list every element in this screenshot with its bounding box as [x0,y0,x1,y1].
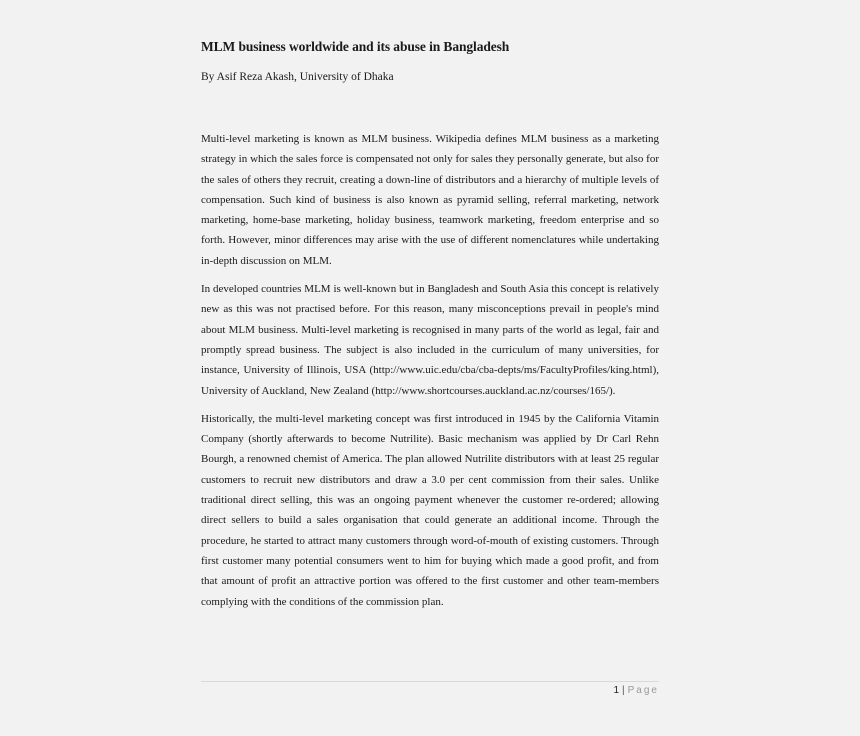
page-number: 1 [613,685,620,696]
document-title: MLM business worldwide and its abuse in Bangladesh [201,39,510,54]
document-byline: By Asif Reza Akash, University of Dhaka [201,71,394,83]
page-footer [201,681,659,698]
paragraph-1: Multi-level marketing is known as MLM business. Wikipedia defines MLM business as a marketing strategy in which the sales force is compensated not only for sales they personally generate, but also for the sales of others they recruit, creating a down-line of distributors and a hierarchy of multiple levels of compensation. Such kind of business is also known as pyramid selling, referral marketing, network marketing, home-base marketing, holiday business, teamwork marketing, freedom enterprise and so forth. However, minor differences may arise with the use of different nomenclatures while undertaking in-depth discussion on MLM. [201,133,659,267]
paragraph-3: Historically, the multi-level marketing concept was first introduced in 1945 by the California Vitamin Company (shortly afterwards to become Nutrilite). Basic mechanism was applied by Dr Carl Rehn Bourgh, a renowned chemist of America. The plan allowed Nutrilite distributors with at least 25 regular customers to recruit new distributors and draw a 3.0 per cent commission from their sales. Unlike traditional direct selling, this was an ongoing payment whenever the customer re-ordered; allowing direct sellers to build a sales organisation that could generate an additional income. Through the procedure, he started to attract many customers through word-of-mouth of existing customers. Through first customer many potential consumers went to him for buying which made a good profit, and from that amount of profit an attractive portion was offered to the first customer and other team-members complying with the conditions of the commission plan. [201,412,659,608]
paragraph-2: In developed countries MLM is well-known but in Bangladesh and South Asia this concept is relatively new as this was not practised before. For this reason, many misconceptions prevail in people's mind about MLM business. Multi-level marketing is recognised in many parts of the world as legal, fair and promptly spread business. The subject is also included in the curriculum of many universities, for instance, University of Illinois, USA (http://www.uic.edu/cba/cba-depts/ms/FacultyProfiles/king.html), University of Auckland, New Zealand (http://www.shortcourses.auckland.ac.nz/courses/165/). [201,283,659,397]
page-label: Page [627,685,659,696]
document-body [201,129,659,612]
page-content [201,38,659,620]
footer-separator: | [622,685,625,696]
